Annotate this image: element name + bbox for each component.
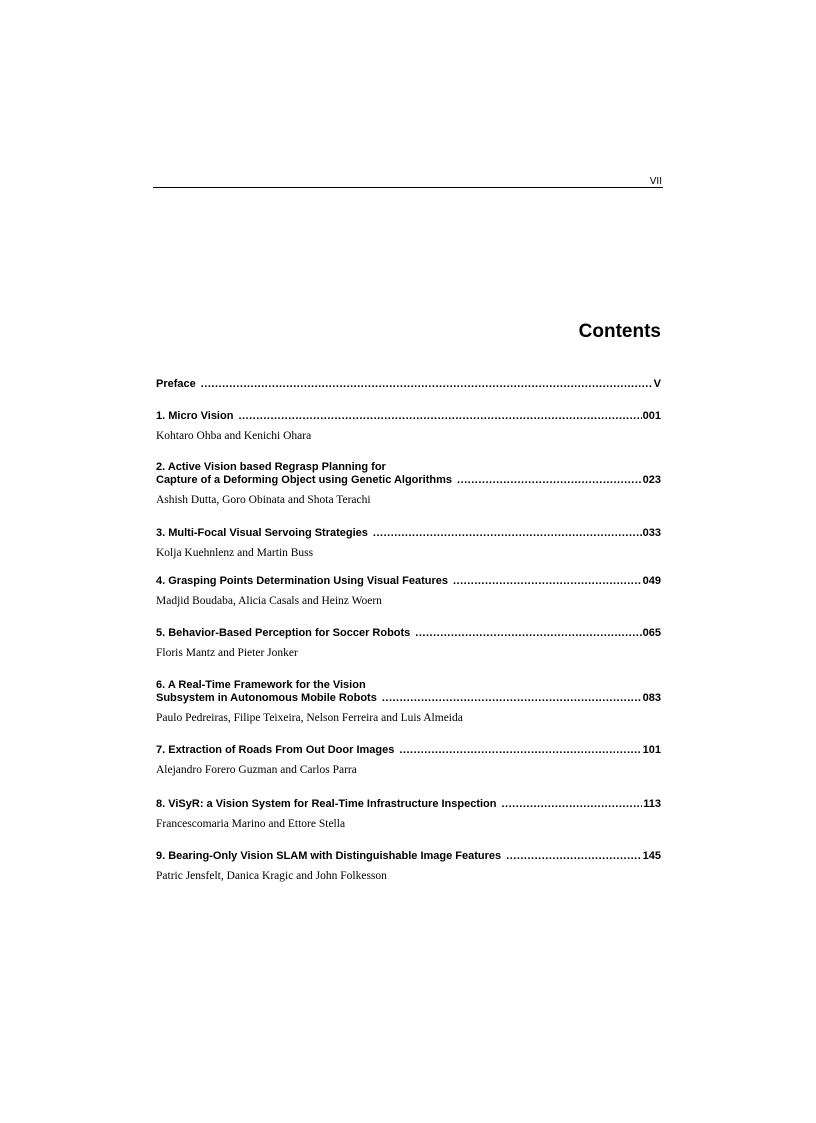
entry-title-line (156, 850, 661, 863)
dot-leader (506, 850, 641, 863)
toc-entry-6[interactable] (156, 679, 661, 725)
entry-title-line (156, 627, 661, 640)
entry-authors: Kohtaro Ohba and Kenichi Ohara (156, 430, 312, 442)
entry-title: 3. Multi-Focal Visual Servoing Strategies (156, 527, 368, 539)
toc-entry-8[interactable] (156, 798, 661, 831)
entry-title: 5. Behavior-Based Perception for Soccer Robots (156, 627, 411, 639)
dot-leader (457, 474, 642, 487)
toc-entry-2[interactable] (156, 461, 661, 507)
entry-title: 7. Extraction of Roads From Out Door Images (156, 744, 395, 756)
entry-page-number: 083 (642, 692, 661, 704)
entry-title-line (156, 461, 661, 474)
entry-title-line (156, 410, 661, 423)
toc-entry-preface[interactable] (156, 378, 661, 391)
entry-page-number: 023 (642, 474, 661, 486)
entry-title-line (156, 798, 661, 811)
dot-leader (399, 744, 641, 757)
entry-page-number: 001 (642, 410, 661, 422)
dot-leader (502, 798, 643, 811)
dot-leader (415, 627, 641, 640)
entry-page-number: 145 (642, 850, 661, 862)
page-number: VII (649, 176, 662, 187)
entry-page-number: V (653, 378, 661, 390)
entry-page-number: 113 (643, 798, 661, 810)
entry-authors: Floris Mantz and Pieter Jonker (156, 647, 298, 659)
header-rule (153, 187, 663, 188)
toc-entry-4[interactable] (156, 575, 661, 608)
entry-authors: Ashish Dutta, Goro Obinata and Shota Terachi (156, 494, 371, 506)
entry-title-line (156, 679, 661, 692)
toc-entry-3[interactable] (156, 527, 661, 560)
entry-authors: Kolja Kuehnlenz and Martin Buss (156, 547, 314, 559)
entry-authors: Alejandro Forero Guzman and Carlos Parra (156, 764, 357, 776)
dot-leader (382, 692, 642, 705)
entry-page-number: 033 (642, 527, 661, 539)
entry-title-line (156, 378, 661, 391)
dot-leader (373, 527, 642, 540)
entry-title: Preface (156, 378, 196, 390)
entry-title: 2. Active Vision based Regrasp Planning for (156, 461, 386, 473)
entry-title: 4. Grasping Points Determination Using Visual Features (156, 575, 448, 587)
toc-entry-1[interactable] (156, 410, 661, 443)
entry-title-line (156, 575, 661, 588)
entry-page-number: 101 (642, 744, 661, 756)
toc-entry-5[interactable] (156, 627, 661, 660)
page-title: Contents (578, 321, 661, 342)
entry-title: Subsystem in Autonomous Mobile Robots (156, 692, 377, 704)
entry-title: Capture of a Deforming Object using Genetic Algorithms (156, 474, 453, 486)
entry-title: 9. Bearing-Only Vision SLAM with Distinguishable Image Features (156, 850, 502, 862)
entry-authors: Paulo Pedreiras, Filipe Teixeira, Nelson Ferreira and Luis Almeida (156, 712, 463, 724)
entry-authors: Francescomaria Marino and Ettore Stella (156, 818, 346, 830)
entry-title: 1. Micro Vision (156, 410, 234, 422)
dot-leader (453, 575, 642, 588)
entry-page-number: 049 (642, 575, 661, 587)
toc-entry-7[interactable] (156, 744, 661, 777)
entry-authors: Patric Jensfelt, Danica Kragic and John Folkesson (156, 870, 387, 882)
dot-leader (238, 410, 641, 423)
entry-title-line (156, 692, 661, 705)
entry-title-line (156, 474, 661, 487)
entry-title-line (156, 744, 661, 757)
entry-page-number: 065 (642, 627, 661, 639)
entry-title: 6. A Real-Time Framework for the Vision (156, 679, 366, 691)
entry-title-line (156, 527, 661, 540)
dot-leader (201, 378, 653, 391)
toc-entry-9[interactable] (156, 850, 661, 883)
entry-title: 8. ViSyR: a Vision System for Real-Time Infrastructure Inspection (156, 798, 497, 810)
entry-authors: Madjid Boudaba, Alicia Casals and Heinz Woern (156, 595, 382, 607)
